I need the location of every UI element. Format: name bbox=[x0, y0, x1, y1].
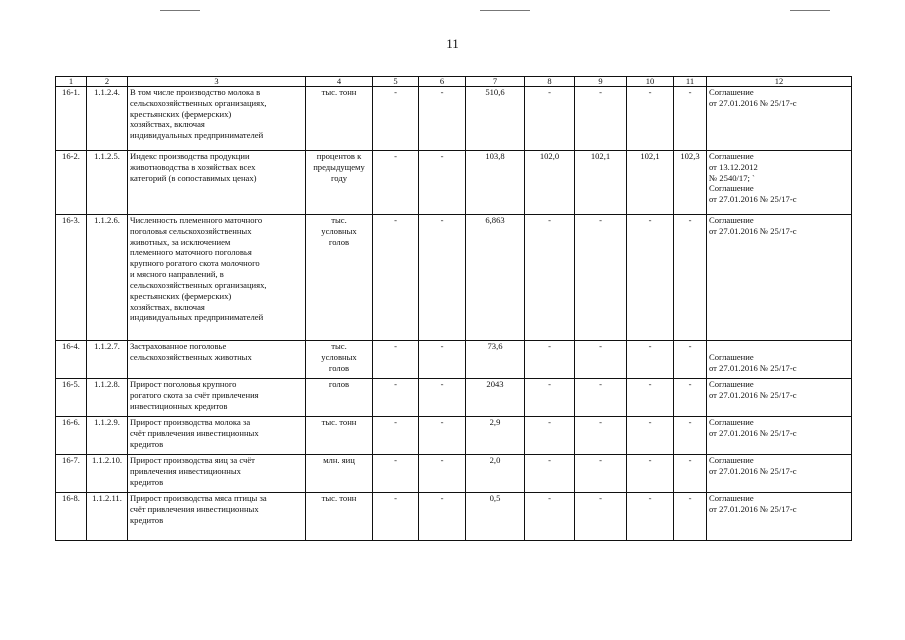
row-number: 16-6. bbox=[56, 417, 87, 455]
cell-col-9: - bbox=[575, 379, 627, 417]
unit-of-measure-line: голов bbox=[328, 236, 350, 247]
indicator-name bbox=[128, 215, 306, 341]
col-header-10: 10 bbox=[627, 77, 674, 87]
indicator-name-line: хозяйствах, включая bbox=[130, 119, 205, 130]
col-header-7: 7 bbox=[466, 77, 525, 87]
indicator-name-line: животных, за исключением bbox=[130, 236, 231, 247]
agreement-reference bbox=[707, 341, 852, 379]
cell-col-11: - bbox=[674, 341, 707, 379]
cell-col-8: - bbox=[525, 417, 575, 455]
unit-of-measure bbox=[306, 341, 373, 379]
cell-col-10: - bbox=[627, 493, 674, 541]
indicator-name bbox=[128, 151, 306, 215]
indicator-name-line: поголовья сельскохозяйственных bbox=[130, 225, 252, 236]
col-header-9: 9 bbox=[575, 77, 627, 87]
indicator-name-line: Прирост поголовья крупного bbox=[130, 379, 237, 389]
cell-col-10: 102,1 bbox=[627, 151, 674, 215]
cell-col-10: - bbox=[627, 417, 674, 455]
agreement-reference bbox=[707, 151, 852, 215]
indicator-name bbox=[128, 379, 306, 417]
indicator-name-line: и мясного направлений, в bbox=[130, 269, 224, 280]
indicator-name-line: Прирост производства яиц за счёт bbox=[130, 455, 255, 465]
unit-of-measure-line: голов bbox=[328, 379, 350, 389]
cell-col-10: - bbox=[627, 455, 674, 493]
unit-of-measure bbox=[306, 493, 373, 541]
agreement-reference bbox=[707, 379, 852, 417]
indicator-name-line: сельскохозяйственных организациях, bbox=[130, 97, 267, 108]
agreement-reference-line: Соглашение bbox=[709, 151, 754, 161]
cell-col-7: 103,8 bbox=[466, 151, 525, 215]
cell-col-9: - bbox=[575, 455, 627, 493]
table-row bbox=[56, 341, 852, 379]
indicator-name-line: привлечения инвестиционных bbox=[130, 465, 241, 476]
table-row bbox=[56, 151, 852, 215]
unit-of-measure bbox=[306, 379, 373, 417]
cell-col-6: - bbox=[419, 215, 466, 341]
cell-col-9: - bbox=[575, 417, 627, 455]
cell-col-6: - bbox=[419, 417, 466, 455]
indicator-name-line: счёт привлечения инвестиционных bbox=[130, 503, 259, 514]
col-header-12: 12 bbox=[707, 77, 852, 87]
unit-of-measure-line: тыс. bbox=[331, 341, 347, 351]
cell-col-7: 2043 bbox=[466, 379, 525, 417]
indicator-name-line: хозяйствах, включая bbox=[130, 301, 205, 312]
table-row bbox=[56, 493, 852, 541]
cell-col-8: - bbox=[525, 215, 575, 341]
header-row bbox=[56, 77, 852, 87]
top-rule-right bbox=[790, 10, 830, 11]
unit-of-measure-line: тыс. тонн bbox=[321, 87, 357, 97]
cell-col-8: - bbox=[525, 341, 575, 379]
col-header-1: 1 bbox=[56, 77, 87, 87]
agreement-reference bbox=[707, 215, 852, 341]
cell-col-11: - bbox=[674, 379, 707, 417]
unit-of-measure bbox=[306, 87, 373, 151]
cell-col-7: 2,0 bbox=[466, 455, 525, 493]
cell-col-11: - bbox=[674, 455, 707, 493]
indicator-name-line: крупного рогатого скота молочного bbox=[130, 258, 260, 269]
col-header-8: 8 bbox=[525, 77, 575, 87]
unit-of-measure-line: предыдущему bbox=[313, 161, 365, 172]
agreement-reference-line: Соглашение bbox=[709, 455, 754, 465]
cell-col-11: 102,3 bbox=[674, 151, 707, 215]
col-header-4: 4 bbox=[306, 77, 373, 87]
cell-col-7: 510,6 bbox=[466, 87, 525, 151]
agreement-reference bbox=[707, 417, 852, 455]
unit-of-measure bbox=[306, 151, 373, 215]
row-number: 16-7. bbox=[56, 455, 87, 493]
unit-of-measure-line: голов bbox=[328, 362, 350, 373]
agreement-reference-line: Соглашение bbox=[709, 493, 754, 503]
unit-of-measure-line: тыс. тонн bbox=[321, 417, 357, 427]
indicator-code: 1.1.2.4. bbox=[87, 87, 128, 151]
table-row bbox=[56, 215, 852, 341]
agreement-reference-line: от 27.01.2016 № 25/17-с bbox=[709, 389, 797, 400]
agreement-reference-line: от 27.01.2016 № 25/17-с bbox=[709, 465, 797, 476]
col-header-2: 2 bbox=[87, 77, 128, 87]
agreement-reference-line: от 27.01.2016 № 25/17-с bbox=[709, 194, 797, 205]
unit-of-measure-line: тыс. тонн bbox=[321, 493, 357, 503]
table-row bbox=[56, 455, 852, 493]
cell-col-7: 2,9 bbox=[466, 417, 525, 455]
unit-of-measure-line: тыс. bbox=[331, 215, 347, 225]
agreement-reference-line: от 13.12.2012 bbox=[709, 161, 758, 172]
indicator-name-line: сельскохозяйственных животных bbox=[130, 351, 252, 362]
cell-col-9: - bbox=[575, 341, 627, 379]
cell-col-9: - bbox=[575, 215, 627, 341]
indicator-name bbox=[128, 341, 306, 379]
agreement-reference-line: от 27.01.2016 № 25/17-с bbox=[709, 97, 797, 108]
cell-col-9: - bbox=[575, 87, 627, 151]
cell-col-9: - bbox=[575, 493, 627, 541]
cell-col-7: 73,6 bbox=[466, 341, 525, 379]
agreement-reference-line: Соглашение bbox=[709, 417, 754, 427]
indicator-name-line: инвестиционных кредитов bbox=[130, 400, 228, 411]
top-rule-mid bbox=[480, 10, 530, 11]
row-number: 16-2. bbox=[56, 151, 87, 215]
agreement-reference-line: от 27.01.2016 № 25/17-с bbox=[709, 503, 797, 514]
cell-col-8: - bbox=[525, 493, 575, 541]
row-number: 16-8. bbox=[56, 493, 87, 541]
indicator-name-line: индивидуальных предпринимателей bbox=[130, 130, 264, 141]
cell-col-5: - bbox=[373, 417, 419, 455]
indicator-name bbox=[128, 417, 306, 455]
indicator-name-line: рогатого скота за счёт привлечения bbox=[130, 389, 259, 400]
indicator-name-line: сельскохозяйственных организациях, bbox=[130, 279, 267, 290]
cell-col-6: - bbox=[419, 379, 466, 417]
agreement-reference-line: № 2540/17; ` bbox=[709, 172, 755, 183]
indicator-name bbox=[128, 87, 306, 151]
indicator-name-line: кредитов bbox=[130, 476, 164, 487]
unit-of-measure-line: условных bbox=[321, 351, 357, 362]
cell-col-10: - bbox=[627, 87, 674, 151]
agreement-reference-line: от 27.01.2016 № 25/17-с bbox=[709, 362, 797, 373]
indicator-name-line: Прирост производства молока за bbox=[130, 417, 251, 427]
cell-col-11: - bbox=[674, 493, 707, 541]
indicator-name-line: Прирост производства мяса птицы за bbox=[130, 493, 267, 503]
cell-col-9: 102,1 bbox=[575, 151, 627, 215]
cell-col-6: - bbox=[419, 341, 466, 379]
col-header-11: 11 bbox=[674, 77, 707, 87]
unit-of-measure-line: году bbox=[330, 172, 348, 183]
agreement-reference-line: от 27.01.2016 № 25/17-с bbox=[709, 427, 797, 438]
agreement-reference bbox=[707, 87, 852, 151]
col-header-5: 5 bbox=[373, 77, 419, 87]
indicator-code: 1.1.2.11. bbox=[87, 493, 128, 541]
indicator-name-line: Численность племенного маточного bbox=[130, 215, 263, 225]
indicator-name-line: животноводства в хозяйствах всех bbox=[130, 161, 256, 172]
indicator-code: 1.1.2.9. bbox=[87, 417, 128, 455]
table-body bbox=[56, 77, 852, 541]
cell-col-10: - bbox=[627, 341, 674, 379]
row-number: 16-3. bbox=[56, 215, 87, 341]
col-header-6: 6 bbox=[419, 77, 466, 87]
indicator-name-line: В том числе производство молока в bbox=[130, 87, 261, 97]
agreement-reference-line: от 27.01.2016 № 25/17-с bbox=[709, 225, 797, 236]
cell-col-6: - bbox=[419, 87, 466, 151]
indicator-name-line: индивидуальных предпринимателей bbox=[130, 312, 264, 323]
cell-col-7: 0,5 bbox=[466, 493, 525, 541]
unit-of-measure bbox=[306, 215, 373, 341]
cell-col-5: - bbox=[373, 493, 419, 541]
indicator-code: 1.1.2.10. bbox=[87, 455, 128, 493]
agreement-reference-line: Соглашение bbox=[709, 87, 754, 97]
row-number: 16-5. bbox=[56, 379, 87, 417]
table-row bbox=[56, 379, 852, 417]
cell-col-6: - bbox=[419, 151, 466, 215]
indicator-code: 1.1.2.8. bbox=[87, 379, 128, 417]
indicator-name-line: категорий (в сопоставимых ценах) bbox=[130, 172, 257, 183]
unit-of-measure-line: процентов к bbox=[316, 151, 362, 161]
indicator-name bbox=[128, 455, 306, 493]
table-row bbox=[56, 417, 852, 455]
cell-col-6: - bbox=[419, 455, 466, 493]
unit-of-measure-line: млн. яиц bbox=[323, 455, 355, 465]
cell-col-11: - bbox=[674, 215, 707, 341]
cell-col-8: - bbox=[525, 455, 575, 493]
page-number: 11 bbox=[446, 36, 459, 51]
cell-col-10: - bbox=[627, 215, 674, 341]
agreement-reference bbox=[707, 493, 852, 541]
indicator-name-line: кредитов bbox=[130, 514, 164, 525]
indicator-code: 1.1.2.6. bbox=[87, 215, 128, 341]
row-number: 16-1. bbox=[56, 87, 87, 151]
cell-col-11: - bbox=[674, 87, 707, 151]
cell-col-11: - bbox=[674, 417, 707, 455]
indicator-name-line: племенного маточного поголовья bbox=[130, 247, 252, 258]
cell-col-7: 6,863 bbox=[466, 215, 525, 341]
agreement-reference-line: Соглашение bbox=[709, 215, 754, 225]
indicator-name-line: Застрахованное поголовье bbox=[130, 341, 227, 351]
agreement-reference-line: Соглашение bbox=[709, 183, 754, 194]
indicator-name bbox=[128, 493, 306, 541]
cell-col-6: - bbox=[419, 493, 466, 541]
indicator-name-line: счёт привлечения инвестиционных bbox=[130, 427, 259, 438]
unit-of-measure bbox=[306, 455, 373, 493]
indicator-name-line: Индекс производства продукции bbox=[130, 151, 250, 161]
cell-col-8: - bbox=[525, 379, 575, 417]
table-row bbox=[56, 87, 852, 151]
unit-of-measure bbox=[306, 417, 373, 455]
agreement-reference-line bbox=[709, 341, 849, 352]
cell-col-8: - bbox=[525, 87, 575, 151]
indicator-name-line: крестьянских (фермерских) bbox=[130, 108, 232, 119]
cell-col-5: - bbox=[373, 455, 419, 493]
cell-col-8: 102,0 bbox=[525, 151, 575, 215]
indicator-name-line: крестьянских (фермерских) bbox=[130, 290, 232, 301]
indicators-table bbox=[55, 76, 852, 541]
cell-col-5: - bbox=[373, 87, 419, 151]
unit-of-measure-line: условных bbox=[321, 225, 357, 236]
cell-col-10: - bbox=[627, 379, 674, 417]
cell-col-5: - bbox=[373, 341, 419, 379]
indicator-code: 1.1.2.5. bbox=[87, 151, 128, 215]
cell-col-5: - bbox=[373, 215, 419, 341]
cell-col-5: - bbox=[373, 151, 419, 215]
col-header-3: 3 bbox=[128, 77, 306, 87]
top-rule-left bbox=[160, 10, 200, 11]
indicator-name-line: кредитов bbox=[130, 438, 164, 449]
agreement-reference-line: Соглашение bbox=[709, 351, 754, 362]
agreement-reference bbox=[707, 455, 852, 493]
cell-col-5: - bbox=[373, 379, 419, 417]
agreement-reference-line: Соглашение bbox=[709, 379, 754, 389]
row-number: 16-4. bbox=[56, 341, 87, 379]
indicator-code: 1.1.2.7. bbox=[87, 341, 128, 379]
